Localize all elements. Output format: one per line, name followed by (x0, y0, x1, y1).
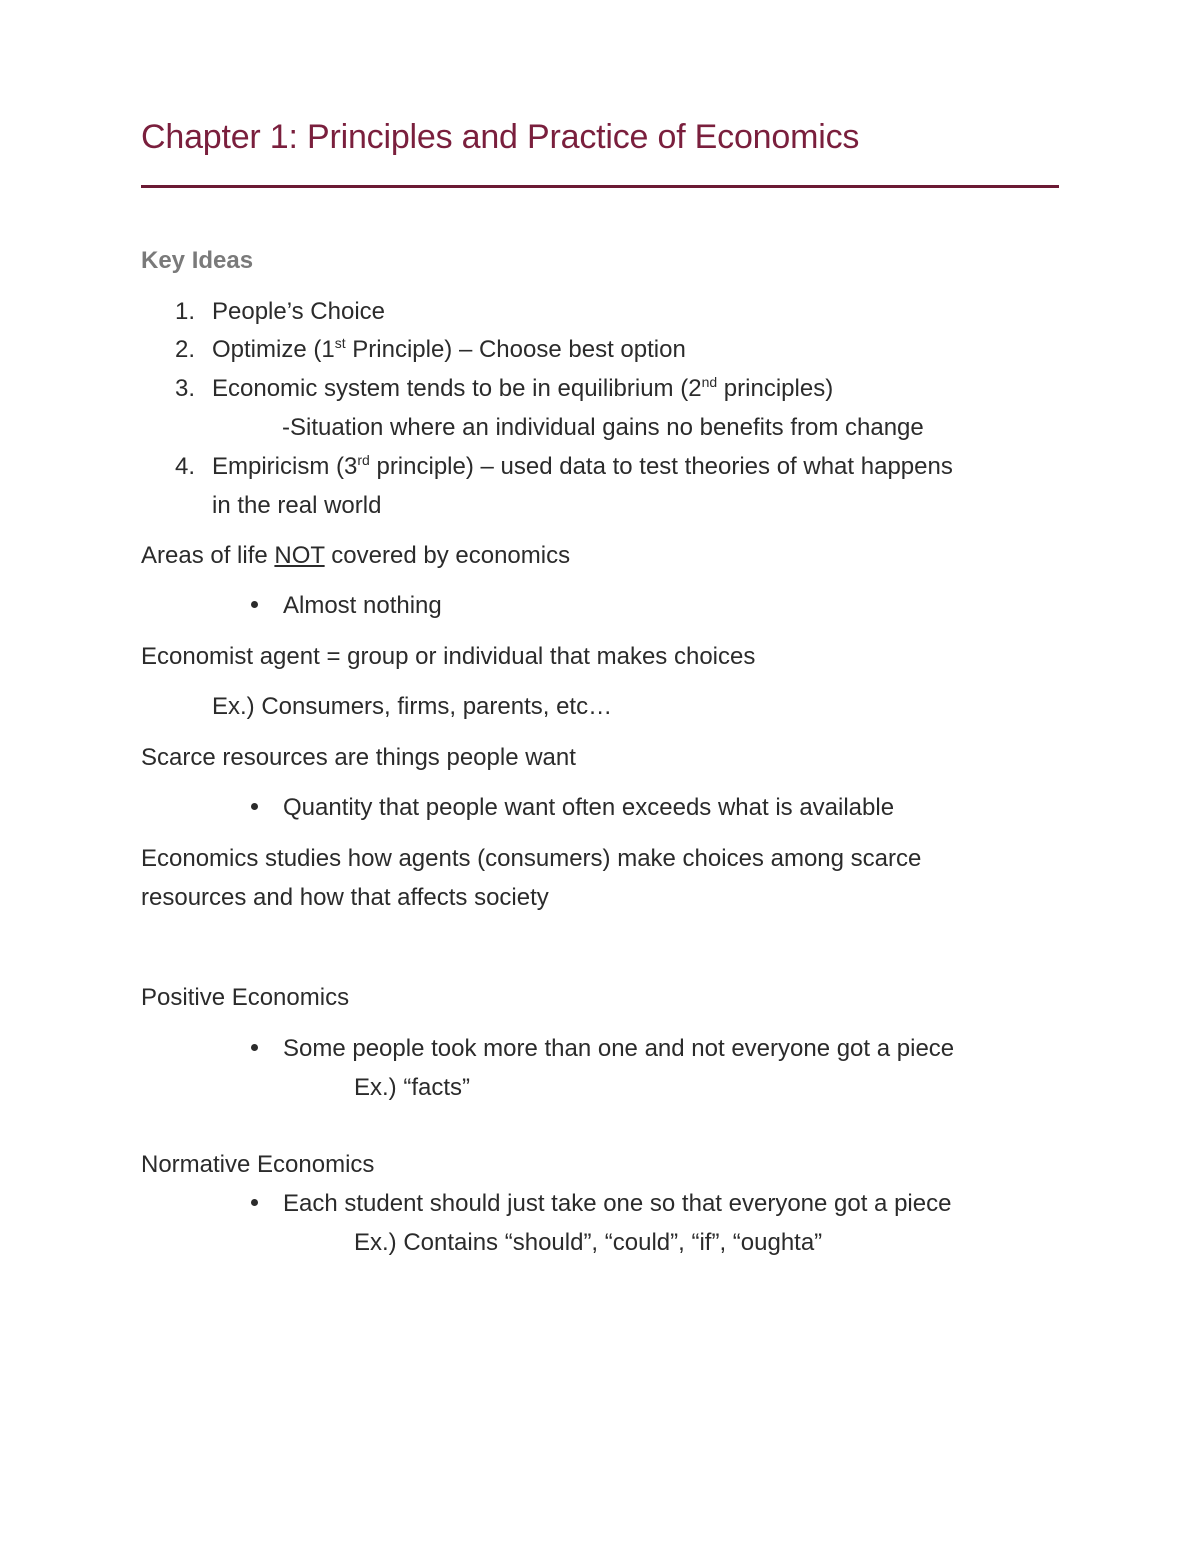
bullet-dot (251, 803, 258, 810)
scarce-bullet-text: Quantity that people want often exceeds what is available (283, 794, 895, 821)
normative-heading: Normative Economics (141, 1151, 375, 1178)
key-idea-1: People’s Choice (212, 298, 386, 325)
agent-example: Ex.) Consumers, firms, parents, etc… (212, 693, 613, 720)
positive-heading: Positive Economics (141, 984, 350, 1011)
list-number-1: 1. (175, 298, 196, 325)
agent-definition: Economist agent = group or individual that makes choices (141, 643, 756, 670)
bullet-dot (251, 1199, 258, 1206)
key-idea-4-continued: in the real world (212, 492, 382, 519)
key-idea-4: Empiricism (3rd principle) – used data to test theories of what happens (212, 452, 953, 480)
key-idea-2: Optimize (1st Principle) – Choose best option (212, 335, 686, 363)
key-ideas-heading: Key Ideas (141, 247, 254, 274)
key-idea-3: Economic system tends to be in equilibrium (2nd principles) (212, 374, 834, 402)
scarce-definition: Scarce resources are things people want (141, 744, 576, 771)
normative-example: Ex.) Contains “should”, “could”, “if”, “oughta” (354, 1229, 823, 1256)
areas-bullet-text: Almost nothing (283, 592, 442, 619)
title-divider (141, 185, 1059, 188)
positive-example: Ex.) “facts” (354, 1074, 471, 1101)
bullet-dot (251, 1044, 258, 1051)
bullet-dot (251, 601, 258, 608)
studies-line-2: resources and how that affects society (141, 884, 549, 911)
normative-bullet-text: Each student should just take one so that everyone got a piece (283, 1190, 952, 1217)
list-number-3: 3. (175, 375, 196, 402)
page-title: Chapter 1: Principles and Practice of Economics (141, 118, 860, 156)
studies-line-1: Economics studies how agents (consumers) make choices among scarce (141, 845, 922, 872)
areas-statement: Areas of life NOT covered by economics (141, 542, 571, 569)
positive-bullet-text: Some people took more than one and not everyone got a piece (283, 1035, 955, 1062)
key-idea-3-subnote: -Situation where an individual gains no benefits from change (282, 414, 924, 441)
list-number-2: 2. (175, 336, 196, 363)
list-number-4: 4. (175, 453, 196, 480)
